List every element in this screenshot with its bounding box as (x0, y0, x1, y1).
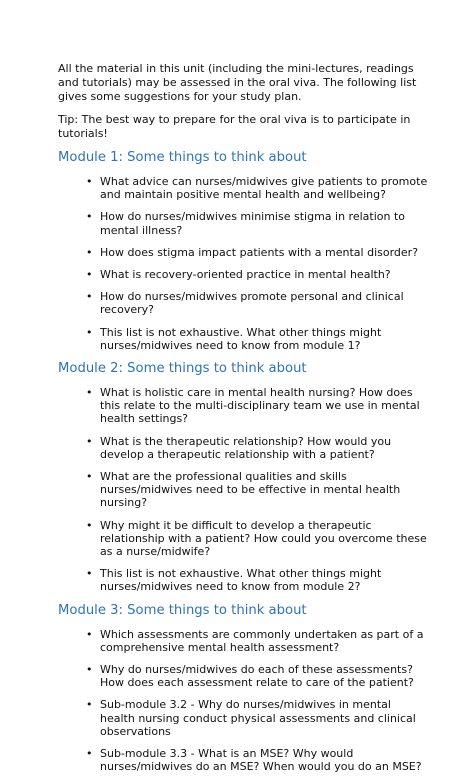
bullet-icon: • (86, 663, 93, 677)
list-item-text: What is the therapeutic relationship? How would you develop a therapeutic relationship with a patient? (100, 434, 392, 461)
list-item-text: What are the professional qualities and skills nurses/midwives need to be effective in mental health nursing? (100, 470, 401, 510)
intro-paragraph: All the material in this unit (including the mini-lectures, readings and tutorials) may be assessed in the oral viva. The following list gives some suggestions for your study plan. (58, 62, 417, 103)
bullet-icon: • (86, 698, 93, 712)
list-item (58, 435, 428, 461)
list-item-text: Sub-module 3.3 - What is an MSE? Why would nurses/midwives do an MSE? When would you do an MSE? (100, 747, 422, 774)
document-body (58, 62, 428, 783)
bullet-icon: • (86, 290, 93, 304)
list-item (58, 290, 428, 316)
list-item (58, 698, 428, 738)
bullet-icon: • (86, 268, 93, 282)
list-item-text: What is holistic care in mental health nursing? How does this relate to the multi-disciplinary team we use in mental health settings? (100, 386, 420, 426)
list-item (58, 567, 428, 593)
list-item (58, 210, 428, 236)
list-item (58, 175, 428, 201)
list-item-text: What advice can nurses/midwives give patients to promote and maintain positive mental health and wellbeing? (100, 175, 428, 202)
bullet-icon: • (86, 325, 93, 339)
bullet-icon: • (86, 470, 93, 484)
list-item (58, 519, 428, 559)
bullet-icon: • (86, 434, 93, 448)
list-item-text: Why do nurses/midwives do each of these assessments? How does each assessment relate to care of the patient? (100, 663, 414, 690)
list-item (58, 663, 428, 689)
bullet-icon: • (86, 627, 93, 641)
list-item-text: Sub-module 3.2 - Why do nurses/midwives in mental health nursing conduct physical assessments and clinical observations (100, 698, 416, 738)
list-item-text: How does stigma impact patients with a mental disorder? (100, 245, 419, 259)
module-2-question-list (58, 386, 428, 594)
list-item (58, 470, 428, 510)
module-3-question-list (58, 628, 428, 774)
list-item (58, 386, 428, 426)
bullet-icon: • (86, 518, 93, 532)
tip-paragraph: Tip: The best way to prepare for the oral viva is to participate in tutorials! (58, 113, 411, 140)
list-item-text: How do nurses/midwives promote personal and clinical recovery? (100, 290, 404, 317)
module-1-heading: Module 1: Some things to think about (58, 150, 307, 165)
bullet-icon: • (86, 175, 93, 188)
list-item (58, 628, 428, 654)
list-item (58, 747, 428, 773)
list-item-text: How do nurses/midwives minimise stigma in relation to mental illness? (100, 210, 405, 237)
module-1-question-list (58, 175, 428, 352)
list-item-text: This list is not exhaustive. What other things might nurses/midwives need to know from module 1? (100, 325, 382, 352)
list-item-text: Which assessments are commonly undertaken as part of a comprehensive mental health assessment? (100, 627, 424, 654)
list-item-text: What is recovery-oriented practice in mental health? (100, 268, 391, 282)
module-2-heading: Module 2: Some things to think about (58, 361, 307, 377)
bullet-icon: • (86, 386, 93, 400)
bullet-icon: • (86, 747, 93, 761)
list-item-text: Why might it be difficult to develop a therapeutic relationship with a patient? How could you overcome these as a nurse/midwife? (100, 518, 427, 559)
list-item-text: This list is not exhaustive. What other things might nurses/midwives need to know from module 2? (100, 567, 382, 594)
bullet-icon: • (86, 567, 93, 581)
bullet-icon: • (86, 245, 93, 259)
module-3-heading: Module 3: Some things to think about (58, 602, 307, 618)
bullet-icon: • (86, 210, 93, 224)
list-item (58, 268, 428, 281)
list-item (58, 326, 428, 352)
list-item (58, 246, 428, 259)
